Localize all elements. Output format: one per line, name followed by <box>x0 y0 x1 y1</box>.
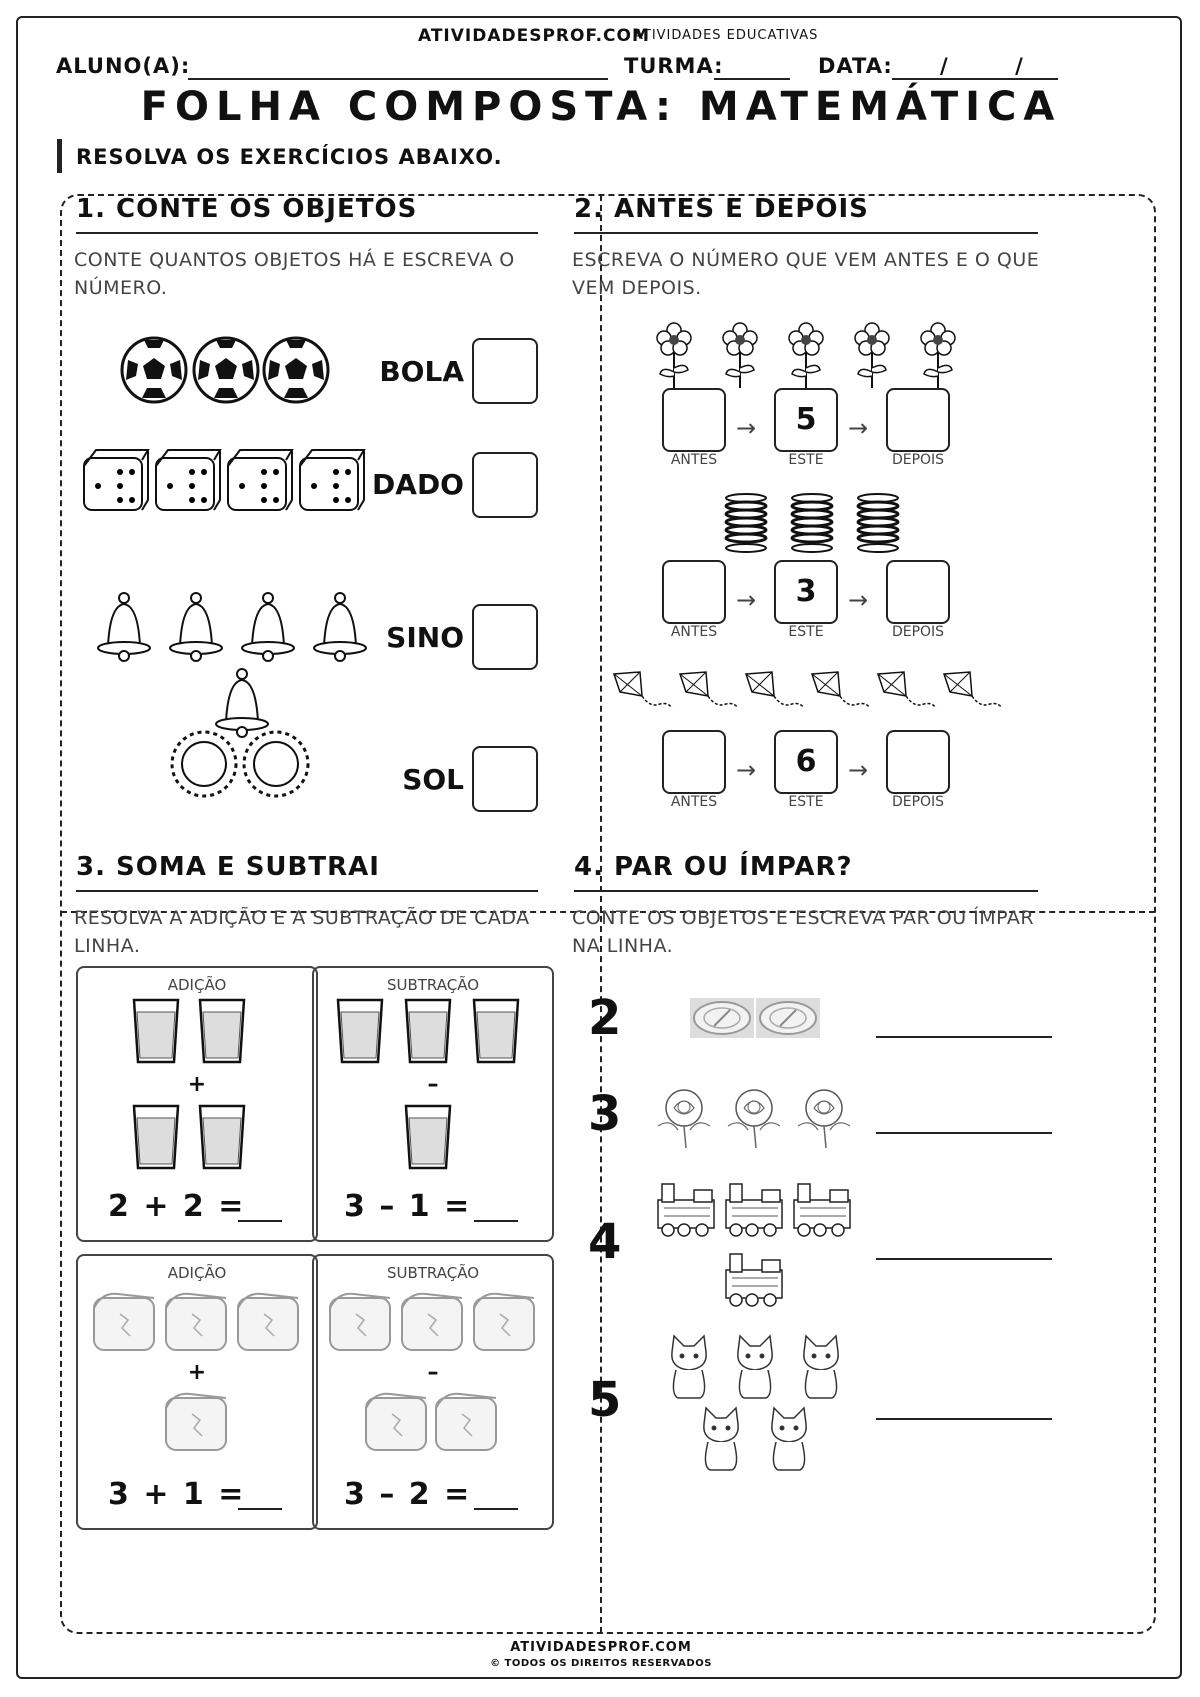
glass-icon <box>406 1106 450 1168</box>
ice-cubes-bottom <box>164 1390 234 1456</box>
label-sol: SOL <box>402 763 464 796</box>
date-slashes: / / <box>940 54 1024 78</box>
footer-site: ATIVIDADESPROF.COM <box>510 1640 692 1655</box>
this-number-3: 6 <box>774 730 838 794</box>
section-4-desc: CONTE OS OBJETOS E ESCREVA PAR OU ÍMPAR NA LINHA. <box>572 907 1035 957</box>
operator-plus: + <box>187 1360 207 1385</box>
instruction-text: RESOLVA OS EXERCÍCIOS ABAIXO. <box>76 145 503 169</box>
arrow-icon: → <box>848 414 869 442</box>
subtraction-card-1 <box>312 966 554 1242</box>
spring-icon <box>726 494 766 552</box>
addition-card-1 <box>76 966 318 1242</box>
answer-box-bola[interactable] <box>472 338 538 404</box>
count-number: 3 <box>588 1086 622 1142</box>
arrow-icon: → <box>848 586 869 614</box>
card-title: ADIÇÃO <box>167 1264 227 1282</box>
ice-cube-icon <box>436 1394 496 1450</box>
train-icon <box>726 1184 782 1236</box>
ice-cubes-bottom <box>364 1390 504 1456</box>
before-box-1[interactable] <box>662 388 726 452</box>
section-1-title: 1. CONTE OS OBJETOS <box>76 194 418 224</box>
arrow-icon: → <box>736 756 757 784</box>
soccer-ball-icon <box>264 338 328 402</box>
ice-cube-icon <box>474 1294 534 1350</box>
flower-icon <box>855 323 889 388</box>
addition-card-2 <box>76 1254 318 1530</box>
glass-icon <box>134 1106 178 1168</box>
answer-line[interactable] <box>474 1508 518 1510</box>
bell-icon <box>216 669 268 737</box>
section-2-desc: ESCREVA O NÚMERO QUE VEM ANTES E O QUE VEM DEPOIS. <box>572 249 1040 299</box>
after-box-2[interactable] <box>886 560 950 624</box>
footer-rights: © TODOS OS DIREITOS RESERVADOS <box>490 1658 712 1669</box>
section-4-rule <box>574 890 1038 892</box>
flower-icon <box>921 323 955 388</box>
page-title: FOLHA COMPOSTA: MATEMÁTICA <box>140 84 1062 130</box>
equation: 3 – 2 = <box>344 1477 472 1512</box>
glass-icon <box>338 1000 382 1062</box>
caption-after: DEPOIS <box>891 624 945 640</box>
answer-line-par-impar[interactable] <box>876 1036 1052 1038</box>
kite-icon <box>614 672 672 708</box>
section-1-rule <box>76 232 538 234</box>
plate-icon <box>756 998 820 1038</box>
kite-icon <box>944 672 1002 708</box>
flower-icon <box>657 323 691 388</box>
cat-icon <box>772 1408 806 1470</box>
spring-icon <box>792 494 832 552</box>
student-label: ALUNO(A): <box>56 54 191 78</box>
section-4-title: 4. PAR OU ÍMPAR? <box>574 852 853 882</box>
answer-line-par-impar[interactable] <box>876 1132 1052 1134</box>
dice-icon <box>156 450 220 510</box>
caption-before: ANTES <box>670 452 718 468</box>
cat-icon <box>804 1336 838 1398</box>
card-title: ADIÇÃO <box>167 976 227 994</box>
after-box-3[interactable] <box>886 730 950 794</box>
ice-cubes-top <box>328 1290 544 1356</box>
glass-icon <box>200 1000 244 1062</box>
section-2-rule <box>574 232 1038 234</box>
equation: 2 + 2 = <box>108 1189 246 1224</box>
answer-line[interactable] <box>474 1220 518 1222</box>
instruction-bar <box>57 139 62 173</box>
card-title: SUBTRAÇÃO <box>386 976 480 994</box>
label-bola: BOLA <box>379 355 464 388</box>
caption-before: ANTES <box>670 794 718 810</box>
site-name: ATIVIDADESPROF.COM <box>418 26 650 46</box>
cat-icon <box>704 1408 738 1470</box>
kite-icon <box>812 672 870 708</box>
rose-icon <box>658 1090 710 1148</box>
plates-group <box>690 998 830 1042</box>
operator-plus: + <box>187 1072 207 1097</box>
label-dado: DADO <box>372 468 464 501</box>
glass-icon <box>474 1000 518 1062</box>
sun-icon <box>172 732 236 796</box>
site-tagline: ATIVIDADES EDUCATIVAS <box>634 28 819 43</box>
caption-after: DEPOIS <box>891 452 945 468</box>
flowers-group <box>654 322 964 390</box>
train-icon <box>658 1184 714 1236</box>
ice-cube-icon <box>366 1394 426 1450</box>
this-number-1: 5 <box>774 388 838 452</box>
bell-icon <box>98 593 150 661</box>
after-box-1[interactable] <box>886 388 950 452</box>
arrow-icon: → <box>736 586 757 614</box>
dice-icon <box>228 450 292 510</box>
equation: 3 – 1 = <box>344 1189 472 1224</box>
trains-group <box>654 1178 864 1312</box>
ice-cube-icon <box>238 1294 298 1350</box>
soccer-ball-icon <box>122 338 186 402</box>
plate-icon <box>690 998 754 1038</box>
arrow-icon: → <box>736 414 757 442</box>
answer-box-sol[interactable] <box>472 746 538 812</box>
dice-group <box>82 446 372 516</box>
section-3-rule <box>76 890 538 892</box>
section-3-title: 3. SOMA E SUBTRAI <box>76 852 380 882</box>
caption-after: DEPOIS <box>891 794 945 810</box>
ice-cube-icon <box>166 1294 226 1350</box>
dice-icon <box>84 450 148 510</box>
glasses-top <box>336 998 536 1068</box>
worksheet-page <box>16 16 1182 1679</box>
count-number: 5 <box>588 1372 622 1428</box>
soccer-balls-group <box>120 336 330 406</box>
rose-icon <box>728 1090 780 1148</box>
glass-icon <box>406 1000 450 1062</box>
flower-icon <box>789 323 823 388</box>
suns-group <box>168 728 318 804</box>
class-line[interactable] <box>714 78 790 80</box>
bells-group <box>96 592 376 742</box>
answer-box-dado[interactable] <box>472 452 538 518</box>
flower-icon <box>723 323 757 388</box>
answer-line[interactable] <box>238 1508 282 1510</box>
equation: 3 + 1 = <box>108 1477 246 1512</box>
kites-group <box>610 670 1010 722</box>
soccer-ball-icon <box>194 338 258 402</box>
kite-icon <box>680 672 738 708</box>
bell-icon <box>170 593 222 661</box>
ice-cube-icon <box>330 1294 390 1350</box>
glass-icon <box>200 1106 244 1168</box>
student-name-line[interactable] <box>188 78 608 80</box>
arrow-icon: → <box>848 756 869 784</box>
answer-box-sino[interactable] <box>472 604 538 670</box>
answer-line-par-impar[interactable] <box>876 1418 1052 1420</box>
subtraction-card-2 <box>312 1254 554 1530</box>
ice-cube-icon <box>166 1394 226 1450</box>
operator-minus: – <box>427 1072 439 1097</box>
label-sino: SINO <box>386 621 464 654</box>
answer-line-par-impar[interactable] <box>876 1258 1052 1260</box>
glass-icon <box>134 1000 178 1062</box>
this-number-2: 3 <box>774 560 838 624</box>
kite-icon <box>878 672 936 708</box>
cat-icon <box>738 1336 772 1398</box>
ice-cube-icon <box>402 1294 462 1350</box>
rose-icon <box>798 1090 850 1148</box>
caption-before: ANTES <box>670 624 718 640</box>
answer-line[interactable] <box>238 1220 282 1222</box>
section-3-desc: RESOLVA A ADIÇÃO E A SUBTRAÇÃO DE CADA LINHA. <box>74 907 530 957</box>
bell-icon <box>242 593 294 661</box>
glasses-bottom <box>404 1104 464 1174</box>
ice-cubes-top <box>92 1290 308 1356</box>
glasses-bottom <box>132 1104 272 1174</box>
sun-icon <box>244 732 308 796</box>
caption-this: ESTE <box>788 624 824 640</box>
count-number: 2 <box>588 990 622 1046</box>
before-box-2[interactable] <box>662 560 726 624</box>
card-title: SUBTRAÇÃO <box>386 1264 480 1282</box>
count-number: 4 <box>588 1214 622 1270</box>
section-1-desc: CONTE QUANTOS OBJETOS HÁ E ESCREVA O NÚMERO. <box>74 249 515 299</box>
section-2-title: 2. ANTES E DEPOIS <box>574 194 869 224</box>
cat-icon <box>672 1336 706 1398</box>
caption-this: ESTE <box>788 794 824 810</box>
before-box-3[interactable] <box>662 730 726 794</box>
class-label: TURMA: <box>624 54 724 78</box>
kite-icon <box>746 672 804 708</box>
roses-group <box>654 1086 864 1150</box>
ice-cube-icon <box>94 1294 154 1350</box>
date-line[interactable] <box>892 78 1058 80</box>
train-icon <box>794 1184 850 1236</box>
caption-this: ESTE <box>788 452 824 468</box>
spring-icon <box>858 494 898 552</box>
date-label: DATA: <box>818 54 893 78</box>
springs-group <box>722 494 912 556</box>
cats-group <box>664 1334 854 1474</box>
glasses-top <box>132 998 272 1068</box>
train-icon <box>726 1254 782 1306</box>
operator-minus: – <box>427 1360 439 1385</box>
